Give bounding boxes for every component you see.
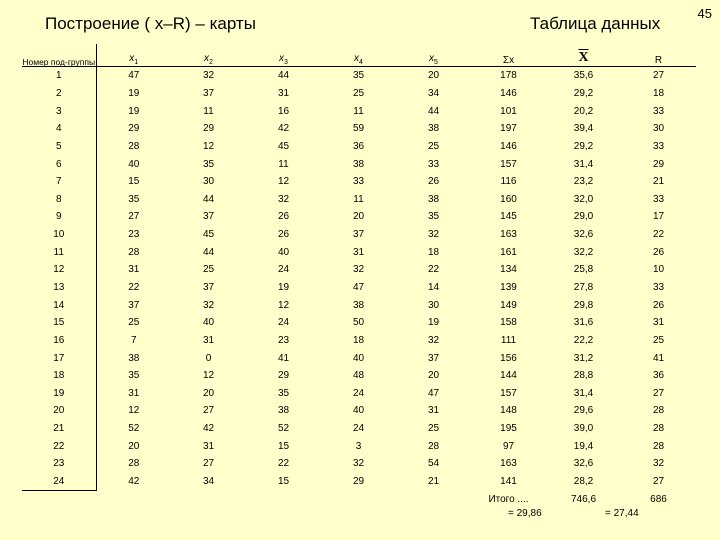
cell-x4: 24 (352, 387, 365, 399)
header-row (22, 44, 696, 67)
cell-mean: 29,6 (573, 405, 594, 417)
cell-group: 11 (22, 243, 96, 261)
cell-x5: 25 (427, 423, 440, 435)
totals-label: Итого .... (488, 493, 529, 505)
cell-x5: 28 (427, 440, 440, 452)
cell-x4: 11 (353, 193, 364, 205)
cell-sum: 161 (500, 246, 517, 258)
cell-x4: 25 (352, 87, 365, 99)
header-x4 (321, 44, 396, 67)
cell-x2: 0 (205, 352, 212, 364)
table-row (22, 314, 696, 332)
cell-x4: 18 (352, 334, 365, 346)
cell-sum: 139 (500, 282, 517, 293)
cell-x2: 27 (202, 458, 215, 470)
cell-x3: 29 (277, 370, 290, 382)
cell-mean: 32,2 (573, 246, 594, 258)
cell-x5: 19 (427, 317, 440, 329)
cell-mean: 27,8 (573, 282, 594, 293)
cell-sum: 148 (500, 405, 517, 417)
cell-x1: 35 (128, 193, 140, 205)
cell-x2: 44 (202, 246, 215, 258)
cell-sum: 195 (500, 423, 517, 435)
cell-x4: 48 (352, 370, 365, 382)
cell-x2: 37 (202, 282, 215, 293)
cell-x1: 35 (128, 370, 140, 382)
table-row (22, 67, 696, 85)
cell-sum: 178 (500, 70, 517, 82)
cell-range: 26 (652, 246, 665, 258)
cell-x4: 40 (352, 405, 365, 417)
cell-mean: 25,8 (573, 264, 594, 276)
cell-x1: 31 (128, 387, 140, 399)
cell-group: 18 (22, 367, 96, 385)
table-row (22, 173, 696, 191)
range-average: = 27,44 (605, 508, 639, 519)
range-total: 686 (650, 493, 667, 505)
table-row (22, 208, 696, 226)
cell-sum: 97 (502, 440, 515, 452)
header-sum: Σx (471, 44, 546, 67)
cell-x5: 54 (427, 458, 440, 470)
cell-range: 22 (652, 229, 665, 241)
cell-group: 19 (22, 385, 96, 403)
header-x4-base: x (354, 53, 360, 64)
cell-x3: 35 (277, 387, 290, 399)
cell-x3: 26 (277, 229, 290, 241)
cell-x3: 42 (277, 123, 290, 135)
cell-x1: 20 (128, 440, 140, 452)
cell-group: 15 (22, 314, 96, 332)
header-x1-base: x (129, 53, 135, 64)
cell-x3: 12 (277, 299, 290, 311)
cell-range: 18 (652, 87, 665, 99)
cell-x4: 59 (352, 123, 365, 135)
cell-x5: 32 (427, 229, 440, 241)
cell-mean: 31,2 (573, 352, 594, 364)
cell-group: 24 (22, 473, 96, 491)
cell-x1: 22 (128, 282, 140, 293)
cell-x4: 24 (352, 423, 365, 435)
table-row (22, 120, 696, 138)
cell-mean: 31,4 (573, 387, 594, 399)
table-row (22, 473, 696, 491)
cell-x3: 16 (277, 105, 290, 117)
mean-total: 746,6 (570, 493, 597, 505)
table-row (22, 420, 696, 438)
table-row (22, 102, 696, 120)
cell-x4: 11 (353, 105, 364, 117)
cell-mean: 29,2 (573, 87, 594, 99)
cell-x5: 30 (427, 299, 440, 311)
cell-group: 7 (22, 173, 96, 191)
cell-group: 2 (22, 85, 96, 103)
cell-x3: 40 (277, 246, 290, 258)
cell-x5: 26 (427, 176, 440, 188)
cell-x1: 25 (128, 317, 140, 329)
cell-x4: 40 (352, 352, 365, 364)
cell-mean: 39,0 (573, 423, 594, 435)
table-row (22, 367, 696, 385)
cell-range: 28 (652, 423, 665, 435)
cell-range: 28 (652, 440, 665, 452)
cell-x1: 29 (128, 123, 140, 135)
cell-x1: 15 (128, 176, 140, 188)
data-table (22, 44, 696, 507)
cell-x5: 35 (427, 211, 440, 223)
cell-mean: 28,2 (573, 476, 594, 488)
cell-x4: 37 (352, 229, 365, 241)
cell-x3: 11 (278, 158, 289, 170)
cell-sum: 145 (500, 211, 517, 223)
cell-x3: 32 (277, 193, 290, 205)
header-x3-sub: 3 (284, 59, 288, 66)
cell-sum: 146 (500, 87, 517, 99)
totals-row (22, 491, 696, 508)
header-group: Номер под-группы (22, 44, 96, 67)
cell-x3: 45 (277, 140, 290, 152)
cell-range: 31 (652, 317, 665, 329)
cell-mean: 39,4 (573, 123, 594, 135)
cell-x2: 35 (202, 158, 215, 170)
cell-x2: 30 (202, 176, 215, 188)
cell-x5: 21 (427, 476, 440, 488)
cell-sum: 158 (500, 317, 517, 329)
mean-average: = 29,86 (508, 508, 542, 519)
table-row (22, 279, 696, 297)
cell-range: 29 (652, 158, 665, 170)
cell-group: 20 (22, 402, 96, 420)
cell-x5: 34 (427, 87, 440, 99)
cell-x1: 52 (128, 423, 140, 435)
cell-x4: 36 (352, 140, 365, 152)
cell-x1: 28 (128, 246, 140, 258)
cell-sum: 163 (500, 229, 517, 241)
table-row (22, 138, 696, 156)
cell-x5: 37 (427, 352, 440, 364)
cell-x2: 12 (202, 370, 215, 382)
cell-x1: 19 (128, 87, 140, 99)
cell-x2: 34 (202, 476, 215, 488)
cell-range: 33 (652, 105, 665, 117)
cell-mean: 32,0 (573, 193, 594, 205)
cell-mean: 23,2 (573, 176, 594, 188)
cell-range: 25 (652, 334, 665, 346)
cell-x5: 18 (427, 246, 440, 258)
header-x5-base: x (429, 53, 435, 64)
cell-x5: 47 (427, 387, 440, 399)
cell-x2: 32 (202, 299, 215, 311)
header-x1 (96, 44, 171, 67)
cell-x4: 31 (352, 246, 365, 258)
cell-x3: 26 (277, 211, 290, 223)
cell-group: 12 (22, 261, 96, 279)
cell-mean: 31,4 (573, 158, 594, 170)
cell-group: 14 (22, 296, 96, 314)
header-x2 (171, 44, 246, 67)
cell-x4: 3 (355, 440, 362, 452)
cell-x4: 47 (352, 282, 365, 293)
cell-x5: 22 (427, 264, 440, 276)
cell-x4: 32 (352, 264, 365, 276)
cell-group: 5 (22, 138, 96, 156)
cell-x2: 44 (202, 193, 215, 205)
cell-x3: 24 (277, 264, 290, 276)
cell-x1: 47 (128, 70, 140, 82)
cell-sum: 141 (500, 476, 517, 488)
cell-range: 27 (652, 476, 665, 488)
cell-group: 17 (22, 349, 96, 367)
cell-group: 1 (22, 67, 96, 85)
cell-mean: 20,2 (573, 105, 594, 117)
cell-x4: 20 (352, 211, 365, 223)
cell-x3: 38 (277, 405, 290, 417)
cell-group: 4 (22, 120, 96, 138)
header-x3 (246, 44, 321, 67)
cell-x1: 38 (128, 352, 140, 364)
cell-range: 33 (652, 140, 665, 152)
table-row (22, 349, 696, 367)
cell-x3: 41 (277, 352, 290, 364)
cell-range: 27 (652, 387, 665, 399)
cell-x5: 25 (427, 140, 440, 152)
cell-sum: 156 (500, 352, 517, 364)
cell-mean: 29,8 (573, 299, 594, 311)
cell-x4: 35 (352, 70, 365, 82)
cell-group: 16 (22, 332, 96, 350)
cell-mean: 28,8 (573, 370, 594, 382)
cell-x1: 37 (128, 299, 140, 311)
header-mean: $\overline{X}$ (546, 44, 621, 67)
cell-range: 26 (652, 299, 665, 311)
cell-mean: 19,4 (573, 440, 594, 452)
cell-x1: 28 (128, 140, 140, 152)
cell-group: 6 (22, 155, 96, 173)
cell-mean: 29,2 (573, 140, 594, 152)
cell-sum: 197 (500, 123, 517, 135)
cell-x4: 29 (352, 476, 365, 488)
header-x2-base: x (204, 53, 210, 64)
cell-x5: 33 (427, 158, 440, 170)
cell-x2: 27 (202, 405, 215, 417)
cell-x2: 31 (202, 334, 215, 346)
cell-range: 33 (652, 282, 665, 293)
chart-title: Построение ( x–R) – карты (45, 14, 256, 33)
cell-x4: 38 (352, 299, 365, 311)
cell-x3: 15 (277, 476, 290, 488)
table-row (22, 243, 696, 261)
cell-x3: 31 (277, 87, 290, 99)
table-title: Таблица данных (530, 14, 661, 33)
header-x5 (396, 44, 471, 67)
cell-group: 21 (22, 420, 96, 438)
header-range: R (621, 44, 696, 67)
header-x1-sub: 1 (134, 59, 139, 66)
table-row (22, 385, 696, 403)
cell-x1: 19 (128, 105, 140, 117)
cell-x2: 29 (202, 123, 215, 135)
cell-mean: 31,6 (573, 317, 594, 329)
cell-x3: 52 (277, 423, 290, 435)
cell-x4: 33 (352, 176, 365, 188)
cell-group: 3 (22, 102, 96, 120)
header-x2-sub: 2 (209, 59, 213, 66)
cell-x3: 19 (277, 282, 290, 293)
cell-sum: 144 (500, 370, 517, 382)
cell-x4: 50 (352, 317, 365, 329)
cell-sum: 163 (500, 458, 517, 470)
cell-x1: 40 (128, 158, 140, 170)
cell-sum: 157 (500, 387, 517, 399)
cell-x3: 23 (277, 334, 290, 346)
cell-x5: 20 (427, 70, 440, 82)
cell-x1: 28 (128, 458, 140, 470)
cell-mean: 35,6 (573, 70, 594, 82)
header-x3-base: x (279, 53, 285, 64)
cell-x5: 20 (427, 370, 440, 382)
cell-x5: 32 (427, 334, 440, 346)
cell-sum: 101 (500, 105, 517, 117)
cell-mean: 32,6 (573, 229, 594, 241)
cell-x2: 37 (202, 211, 215, 223)
cell-range: 36 (652, 370, 665, 382)
cell-range: 21 (652, 176, 665, 188)
cell-x3: 15 (277, 440, 290, 452)
cell-sum: 149 (500, 299, 517, 311)
cell-x2: 42 (202, 423, 215, 435)
table-row (22, 296, 696, 314)
cell-range: 41 (652, 352, 665, 364)
page-number: 45 (697, 6, 712, 21)
cell-x1: 42 (128, 476, 140, 488)
cell-group: 22 (22, 437, 96, 455)
cell-group: 9 (22, 208, 96, 226)
cell-x4: 32 (352, 458, 365, 470)
cell-sum: 134 (500, 264, 517, 276)
table-row (22, 402, 696, 420)
cell-sum: 157 (500, 158, 517, 170)
cell-mean: 29,0 (573, 211, 594, 223)
cell-x2: 11 (203, 105, 214, 117)
table-row (22, 455, 696, 473)
header-x4-sub: 4 (359, 59, 363, 66)
cell-range: 30 (652, 123, 665, 135)
cell-x3: 44 (277, 70, 290, 82)
cell-range: 28 (652, 405, 665, 417)
cell-x1: 12 (128, 405, 140, 417)
cell-sum: 116 (500, 176, 517, 188)
table-row (22, 190, 696, 208)
cell-x2: 45 (202, 229, 215, 241)
cell-x2: 25 (202, 264, 215, 276)
cell-sum: 111 (500, 334, 517, 346)
cell-x2: 12 (202, 140, 215, 152)
cell-group: 13 (22, 279, 96, 297)
cell-sum: 160 (500, 193, 517, 205)
cell-x2: 32 (202, 70, 215, 82)
cell-group: 23 (22, 455, 96, 473)
cell-x2: 37 (202, 87, 215, 99)
cell-x3: 12 (277, 176, 290, 188)
table-row (22, 261, 696, 279)
cell-x5: 38 (427, 123, 440, 135)
cell-x2: 40 (202, 317, 215, 329)
cell-x1: 7 (130, 334, 137, 346)
header-x5-sub: 5 (434, 59, 438, 66)
table-row (22, 332, 696, 350)
cell-range: 27 (652, 70, 665, 82)
table-row (22, 85, 696, 103)
cell-x3: 24 (277, 317, 290, 329)
cell-group: 10 (22, 226, 96, 244)
cell-range: 10 (652, 264, 665, 276)
cell-x5: 14 (427, 282, 440, 293)
table-row (22, 437, 696, 455)
cell-sum: 146 (500, 140, 517, 152)
cell-x1: 27 (128, 211, 140, 223)
cell-x5: 31 (427, 405, 440, 417)
cell-x5: 38 (427, 193, 440, 205)
cell-x4: 38 (352, 158, 365, 170)
table-row (22, 155, 696, 173)
cell-range: 32 (652, 458, 665, 470)
cell-mean: 22,2 (573, 334, 594, 346)
cell-x1: 23 (128, 229, 140, 241)
table-row (22, 226, 696, 244)
cell-x2: 31 (202, 440, 215, 452)
cell-mean: 32,6 (573, 458, 594, 470)
cell-x2: 20 (202, 387, 215, 399)
cell-group: 8 (22, 190, 96, 208)
cell-range: 33 (652, 193, 665, 205)
cell-x1: 31 (128, 264, 140, 276)
cell-x3: 22 (277, 458, 290, 470)
cell-x5: 44 (427, 105, 440, 117)
cell-range: 17 (652, 211, 665, 223)
